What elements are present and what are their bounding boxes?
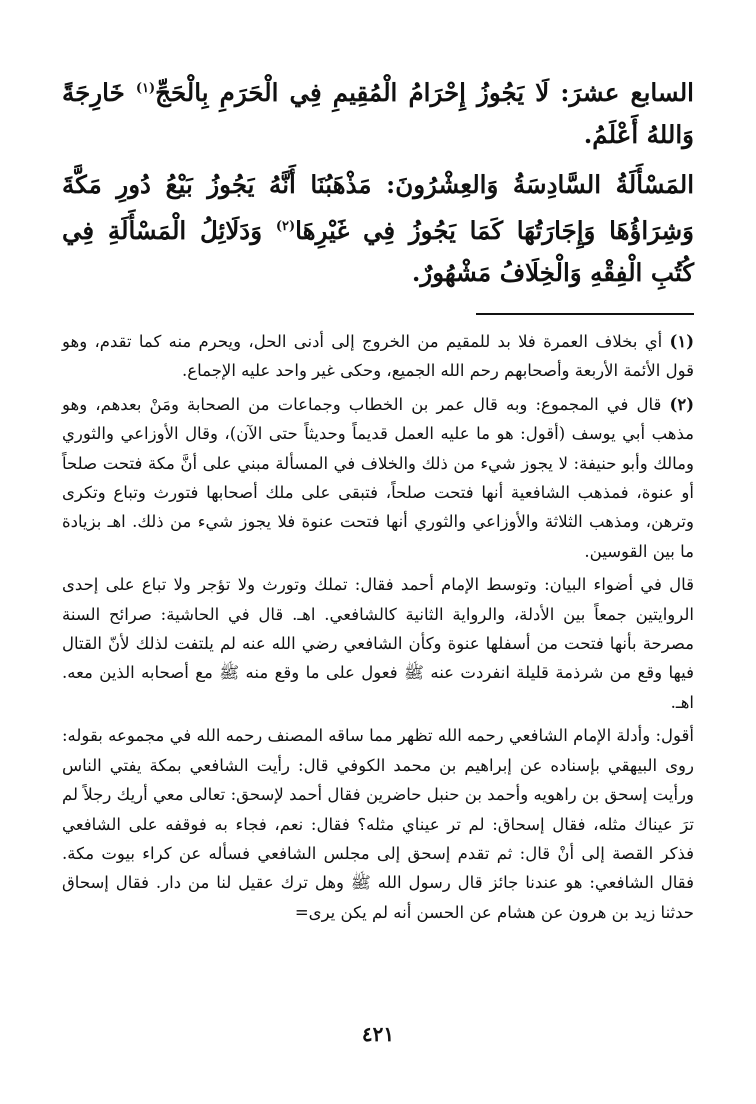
page-number: ٤٢١	[361, 1022, 395, 1046]
footnote-paragraph-4: أقول: وأدلة الإمام الشافعي رحمه الله تظهر مما ساقه المصنف رحمه الله في مجموعه بقوله: روى البيهقي بإسناده عن إبراهيم بن محمد الكوفي قال: رأيت الشافعي بمكة يفتي الناس ورأيت إسحق بن راهويه وأحمد بن حنبل حاضرين فقال أحمد لإسحق: تعالى معي أريك رجلاً لم ترَ عيناك مثله، فقال إسحاق: لم تر عيناي مثله؟ فقال: نعم، فجاء به فوقفه على الشافعي فذكر القصة إلى أنْ قال: ثم تقدم إسحق إلى مجلس الشافعي فسأله عن كراء بيوت مكة. فقال الشافعي: هو عندنا جائز قال رسول الله ﷺ وهل ترك عقيل لنا من دار. فقال إسحاق حدثنا زيد بن هرون عن هشام عن الحسن أنه لم يكن يرى=	[62, 726, 694, 922]
footnote-2-number: (٢)	[669, 394, 694, 414]
main-paragraph-1	[62, 68, 694, 156]
footnote-separator	[476, 313, 694, 315]
main-paragraph-2	[62, 164, 694, 294]
footnote-marker-2[interactable]: (٢)	[275, 219, 296, 235]
footnotes-section	[62, 327, 694, 931]
footnote-1	[62, 327, 694, 386]
paragraph-1-text: لَا يَجُوزُ إِحْرَامُ الْمُقِيمِ فِي الْحَرَمِ بِالْحَجِّ	[155, 78, 550, 108]
paragraph-1-tail: خَارِجَةً وَاللهُ أَعْلَمُ.	[62, 78, 694, 150]
paragraph-2-tail: وَدَلَائِلُ الْمَسْأَلَةِ فِي كُتُبِ الْفِقْهِ وَالْخِلَافُ مَشْهُورٌ.	[62, 216, 694, 288]
footnote-2	[62, 390, 694, 566]
footnote-2-text: قال في المجموع: وبه قال عمر بن الخطاب وجماعات من الصحابة ومَنْ بعدهم، وهو مذهب أبي يوسف (أقول: هو ما عليه العمل قديماً وحديثاً حتى الآن)، وقال الأوزاعي والثوري ومالك وأبو حنيفة: لا يجوز شيء من ذلك والخلاف في المسألة مبني على أنَّ مكة فتحت صلحاً أو عنوة، فمذهب الشافعية أنها فتحت صلحاً، فتبقى على ملك أصحابها فتورث وتباع وتكرى وترهن، ومذهب الثلاثة والأوزاعي والثوري أنها فتحت عنوة فلا يجوز شيء من ذلك. اهـ بزيادة ما بين القوسين.	[62, 394, 694, 561]
footnote-1-number: (١)	[669, 332, 695, 351]
footnote-marker-1[interactable]: (١)	[135, 81, 156, 96]
paragraph-2-heading: المَسْأَلَةُ السَّادِسَةُ وَالعِشْرُونَ:	[386, 170, 695, 200]
footnote-paragraph-3: قال في أضواء البيان: وتوسط الإمام أحمد فقال: تملك وتورث ولا تؤجر ولا تباع على إحدى الروايتين جمعاً بين الأدلة، والرواية الثانية كالشافعي. اهـ. قال في الحاشية: صرائح السنة مصرحة بأنها فتحت من أسفلها عنوة وكأن الشافعي رضي الله عنه لم يلتفت لذلك لأنّ القتال فيها وقع من شرذمة قليلة انفردت عنه ﷺ فعول على ما وقع منه ﷺ مع أصحابه الذين معه. اهـ.	[62, 575, 694, 712]
main-body	[62, 68, 694, 294]
footnote-1-text: أي بخلاف العمرة فلا بد للمقيم من الخروج إلى أدنى الحل، ويحرم منه كما تقدم، وهو قول الأئمة الأربعة وأصحابهم رحم الله الجميع، وحكى غير واحد عليه الإجماع.	[62, 332, 694, 381]
paragraph-1-heading: السابع عشرَ:	[560, 78, 694, 108]
paragraph-2-text: مَذْهَبُنَا أَنَّهُ يَجُوزُ بَيْعُ دُورِ مَكَّةَ وَشِرَاؤُهَا وَإِجَارَتُهَا كَمَا يَجُوزُ فِي غَيْرِهَا	[62, 170, 695, 246]
